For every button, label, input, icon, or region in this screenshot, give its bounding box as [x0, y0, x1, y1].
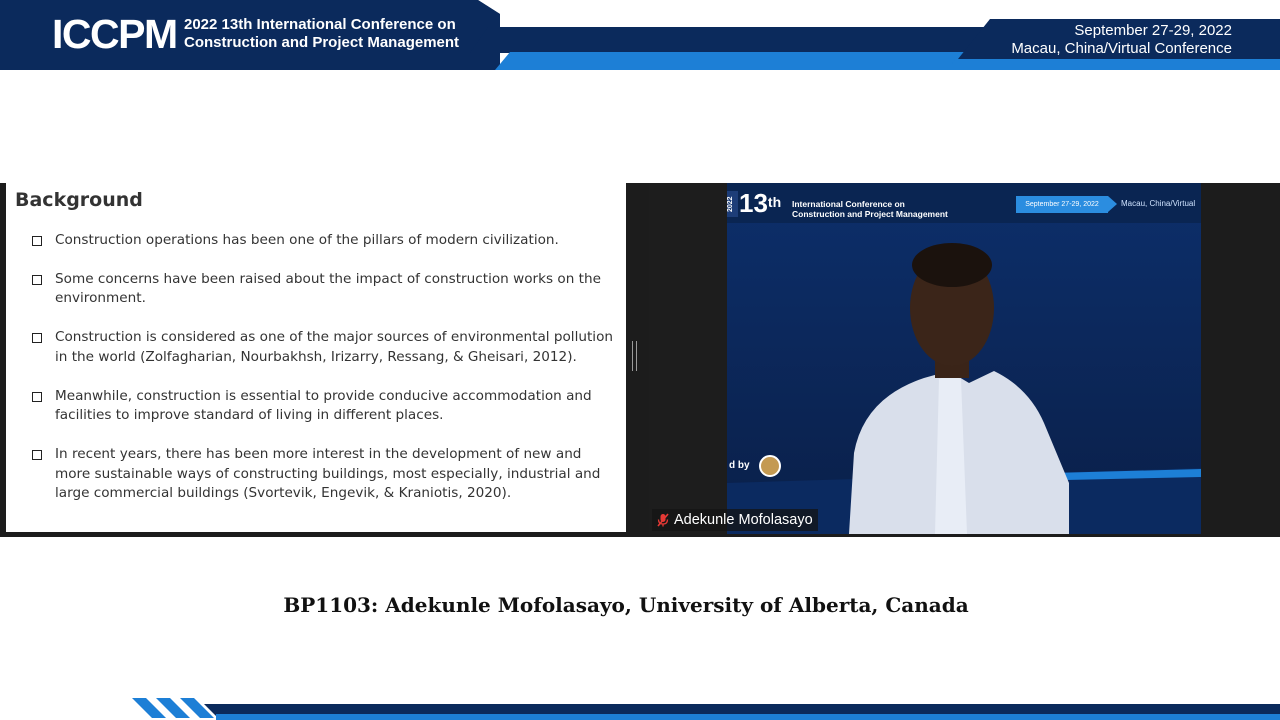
- background-conference-line1: International Conference on: [792, 199, 905, 209]
- conference-location: Macau, China/Virtual Conference: [1011, 39, 1232, 57]
- background-dates-pill: September 27-29, 2022: [1016, 196, 1108, 213]
- background-edition-suffix: th: [767, 194, 782, 210]
- background-conference-line2: Construction and Project Management: [792, 209, 948, 219]
- participant-name-tag: [652, 509, 818, 531]
- background-edition-number: [739, 188, 781, 218]
- slide-bullet-text: Some concerns have been raised about the impact of construction works on the environment.: [55, 271, 601, 307]
- conference-logo: ICCPM: [52, 11, 177, 57]
- slide-bullet: [32, 445, 618, 503]
- background-arrow-icon: [1108, 196, 1117, 212]
- shared-slide: [6, 183, 626, 532]
- slide-title: Background: [15, 189, 143, 211]
- checkbox-bullet-icon: [32, 236, 42, 246]
- checkbox-bullet-icon: [32, 333, 42, 343]
- checkbox-bullet-icon: [32, 275, 42, 285]
- slide-bullet-text: Construction is considered as one of the major sources of environmental pollution in the world (Zolfagharian, Nourbakhsh, Irizarry, Ressang, & Gheisari, 2012).: [55, 329, 614, 365]
- slide-bullet: [32, 328, 618, 367]
- split-view-resize-handle[interactable]: [632, 341, 637, 371]
- conference-dates: September 27-29, 2022: [1074, 22, 1232, 39]
- slide-bullet: [32, 231, 618, 250]
- conference-meta: [1011, 22, 1232, 57]
- background-conference-title: [792, 199, 948, 219]
- mic-muted-icon: [657, 513, 669, 527]
- footer-band: [0, 694, 1280, 720]
- header-banner: [0, 0, 1280, 70]
- background-edition-digits: 13: [739, 188, 768, 218]
- presentation-caption: BP1103: Adekunle Mofolasayo, University of Alberta, Canada: [283, 593, 969, 617]
- slide-bullet-text: Meanwhile, construction is essential to provide conducive accommodation and facilities to improve standard of living in different places.: [55, 387, 592, 424]
- slide-bullet-list: [32, 231, 618, 523]
- virtual-background-graphic: [649, 183, 1201, 534]
- speaker-video-tile[interactable]: [649, 183, 1201, 534]
- checkbox-bullet-icon: [32, 450, 42, 460]
- background-year-label: 2022: [727, 191, 738, 217]
- background-hosted-by-text: d by: [729, 460, 750, 471]
- footer-band-graphic: [0, 694, 1280, 720]
- background-location: Macau, China/Virtual: [1121, 199, 1196, 208]
- conference-title-line1: 2022 13th International Conference on: [184, 16, 456, 33]
- participant-name: Adekunle Mofolasayo: [674, 512, 813, 528]
- slide-bullet: [32, 270, 618, 309]
- meeting-view: [0, 183, 1280, 537]
- slide-bullet-text: Construction operations has been one of the pillars of modern civilization.: [55, 232, 559, 248]
- conference-title-line2: Construction and Project Management: [184, 34, 460, 51]
- slide-bullet: [32, 387, 618, 426]
- checkbox-bullet-icon: [32, 392, 42, 402]
- slide-bullet-text: In recent years, there has been more interest in the development of new and more sustainable ways of constructing buildings, most especially, industrial and large commercial buildings (Svortevik, Engevik, & Kraniotis, 2020).: [55, 446, 601, 502]
- university-emblem-icon: [759, 455, 781, 477]
- conference-title: [184, 16, 459, 52]
